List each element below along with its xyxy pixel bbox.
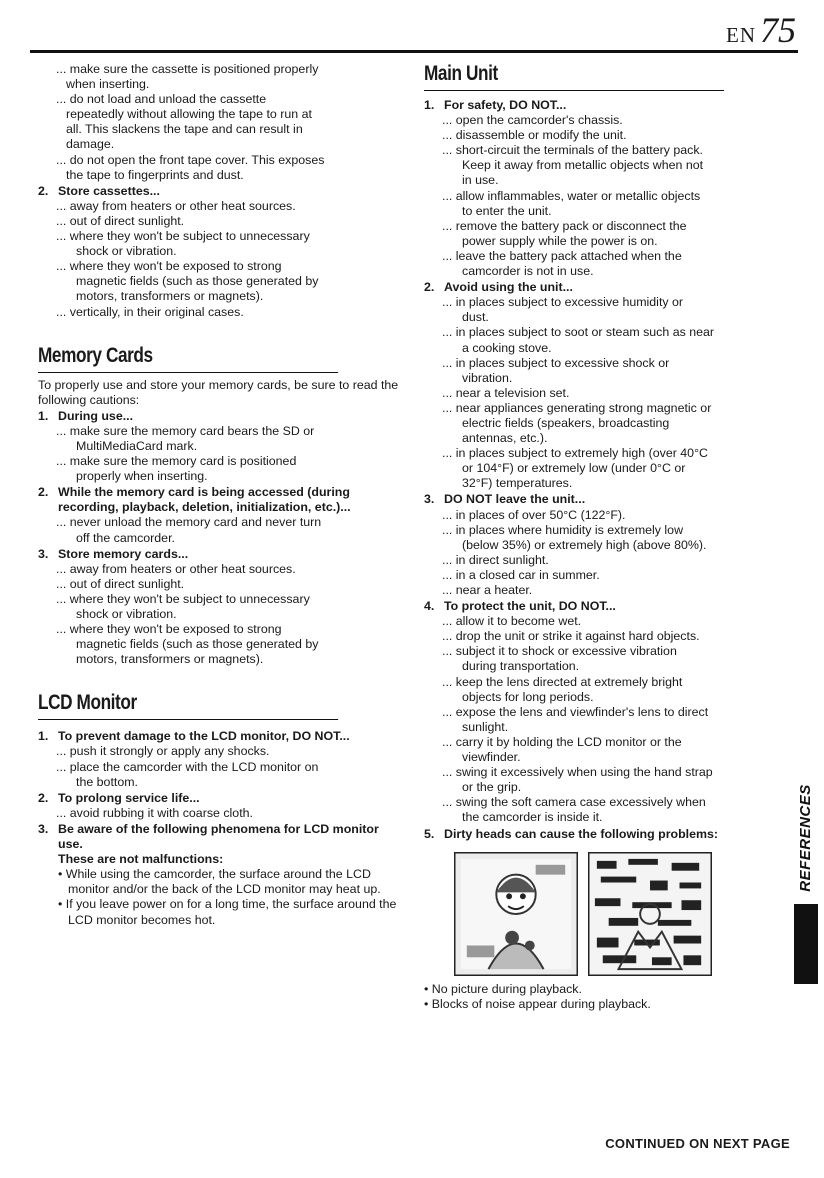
left-column: [38, 62, 404, 928]
text-line: a cooking stove.: [462, 340, 552, 355]
numbered-item: [38, 822, 404, 928]
text-line: ... away from heaters or other heat sources.: [56, 561, 296, 576]
bullet-item: • No picture during playback.: [424, 981, 582, 996]
text-line: electric fields (speakers, broadcasting: [462, 415, 670, 430]
numbered-item: [38, 485, 404, 545]
dirty-heads-problems: [424, 982, 790, 1012]
lcd-items: [38, 729, 404, 927]
item-title: For safety, DO NOT...: [444, 98, 567, 112]
text-line: ... away from heaters or other heat sources.: [56, 198, 296, 213]
text-line: ... near a television set.: [442, 385, 570, 400]
numbered-item: [424, 98, 790, 279]
text-line: off the camcorder.: [76, 530, 175, 545]
cassette-cautions-continued: [38, 62, 404, 183]
text-line: ... allow inflammables, water or metallic objects: [442, 188, 701, 203]
memory-intro: To properly use and store your memory cards, be sure to read the following cautions:: [38, 377, 399, 407]
text-line: (below 35%) or extremely high (above 80%).: [462, 537, 707, 552]
text-line: the tape to fingerprints and dust.: [66, 167, 244, 182]
numbered-item: [424, 280, 790, 491]
numbered-item: [38, 791, 404, 821]
text-line: ... where they won't be subject to unnecessary: [56, 591, 310, 606]
text-line: ... out of direct sunlight.: [56, 213, 185, 228]
text-line: ... remove the battery pack or disconnect the: [442, 218, 687, 233]
numbered-item: [38, 547, 404, 668]
text-line: magnetic fields (such as those generated by: [76, 637, 319, 652]
bullet-item: • While using the camcorder, the surface around the LCD monitor and/or the back of the LCD monitor may heat up.: [58, 867, 381, 897]
item-number: 2.: [424, 280, 435, 295]
text-line: ... in places subject to extremely high (over 40°C: [442, 446, 708, 461]
item-title: DO NOT leave the unit...: [444, 492, 586, 507]
numbered-item: [38, 729, 404, 789]
text-line: dust.: [462, 310, 489, 325]
bullet-item: • Blocks of noise appear during playback.: [424, 996, 651, 1011]
text-line: properly when inserting.: [76, 469, 208, 484]
item-number: 2.: [38, 790, 49, 805]
text-line: Keep it away from metallic objects when not: [462, 158, 704, 173]
section-marker-bar: [794, 904, 818, 984]
item-title: To prolong service life...: [58, 790, 200, 805]
text-line: ... do not load and unload the cassette: [56, 92, 267, 107]
text-line: ... subject it to shock or excessive vibration: [442, 644, 677, 659]
no-picture-illustration: [454, 852, 578, 976]
text-line: to enter the unit.: [462, 203, 552, 218]
text-line: ... in places subject to excessive humidity or: [442, 295, 684, 310]
text-line: ... push it strongly or apply any shocks.: [56, 744, 270, 759]
text-line: ... where they won't be subject to unnecessary: [56, 229, 310, 244]
text-line: ... in places subject to soot or steam such as near: [442, 325, 715, 340]
item-title: Avoid using the unit...: [444, 280, 573, 295]
text-line: ... short-circuit the terminals of the battery pack.: [442, 143, 703, 158]
item-number: 2.: [38, 183, 49, 198]
text-line: ... swing it excessively when using the hand strap: [442, 765, 713, 780]
text-line: all. This slackens the tape and can result in: [66, 122, 303, 137]
text-line: antennas, etc.).: [462, 431, 548, 446]
text-line: MultiMediaCard mark.: [76, 438, 198, 453]
text-line: during transportation.: [462, 659, 580, 674]
text-line: repeatedly without allowing the tape to run at: [66, 107, 312, 122]
text-line: ... in direct sunlight.: [442, 552, 549, 567]
text-line: or the grip.: [462, 780, 522, 795]
text-line: ... avoid rubbing it with coarse cloth.: [56, 805, 253, 820]
item-title: To prevent damage to the LCD monitor, DO NOT...: [58, 729, 350, 744]
item-number: 4.: [424, 599, 435, 614]
item-number: 3.: [38, 546, 49, 561]
references-label: [792, 784, 820, 892]
item-subtitle: These are not malfunctions:: [58, 852, 224, 867]
text-line: power supply while the power is on.: [462, 233, 658, 248]
item-number: 1.: [424, 98, 435, 112]
text-line: ... near appliances generating strong magnetic or: [442, 400, 712, 415]
text-line: ... do not open the front tape cover. This exposes: [56, 152, 325, 167]
page-label: [726, 12, 796, 48]
item-title: Dirty heads can cause the following problems:: [444, 826, 719, 841]
item-title: During use...: [58, 408, 134, 423]
text-line: ... in places where humidity is extremely low: [442, 522, 684, 537]
item-number: 1.: [38, 729, 49, 744]
item-title: While the memory card is being accessed (during recording, playback, deletion, initialization, etc.)...: [58, 485, 351, 515]
text-line: ... place the camcorder with the LCD monitor on: [56, 759, 319, 774]
text-line: ... open the camcorder's chassis.: [442, 113, 623, 128]
text-line: or 104°F) or extremely low (under 0°C or: [462, 461, 686, 476]
text-line: objects for long periods.: [462, 689, 594, 704]
text-line: magnetic fields (such as those generated by: [76, 274, 319, 289]
bullet-item: • If you leave power on for a long time, the surface around the LCD monitor becomes hot.: [58, 897, 397, 927]
memory-cards-heading: Memory Cards: [38, 344, 338, 373]
text-line: motors, transformers or magnets).: [76, 289, 264, 304]
item-title: Store cassettes...: [58, 183, 160, 198]
text-line: damage.: [66, 137, 115, 152]
item-number: 3.: [38, 821, 49, 836]
text-line: in use.: [462, 173, 499, 188]
store-cassettes-item: [38, 184, 404, 320]
text-line: ... never unload the memory card and never turn: [56, 515, 322, 530]
main-unit-items: [424, 98, 790, 842]
text-line: shock or vibration.: [76, 244, 177, 259]
text-line: when inserting.: [66, 77, 150, 92]
continued-next-page: CONTINUED ON NEXT PAGE: [605, 1136, 790, 1151]
text-line: ... leave the battery pack attached when the: [442, 248, 682, 263]
item-title: Store memory cards...: [58, 546, 189, 561]
item-number: 1.: [38, 408, 49, 423]
text-line: ... make sure the memory card is positioned: [56, 454, 297, 469]
language-label: EN: [726, 23, 756, 47]
item-title: To protect the unit, DO NOT...: [444, 599, 616, 614]
text-line: vibration.: [462, 370, 513, 385]
text-line: motors, transformers or magnets).: [76, 652, 264, 667]
text-line: ... where they won't be exposed to strong: [56, 622, 282, 637]
right-column: [424, 62, 790, 1012]
text-line: ... allow it to become wet.: [442, 614, 582, 629]
text-line: ... vertically, in their original cases.: [56, 304, 244, 319]
text-line: ... in places of over 50°C (122°F).: [442, 507, 626, 522]
numbered-item: [38, 409, 404, 484]
text-line: ... expose the lens and viewfinder's lens to direct: [442, 704, 709, 719]
text-line: ... drop the unit or strike it against hard objects.: [442, 629, 700, 644]
page-header: [30, 10, 798, 53]
text-line: viewfinder.: [462, 750, 521, 765]
text-line: ... near a heater.: [442, 583, 533, 597]
text-line: ... carry it by holding the LCD monitor or the: [442, 734, 682, 749]
svg-text:REFERENCES: REFERENCES: [796, 784, 814, 892]
numbered-item: [424, 492, 790, 598]
text-line: ... make sure the memory card bears the SD or: [56, 423, 315, 438]
noise-blocks-illustration: [588, 852, 712, 976]
item-number: 5.: [424, 826, 435, 841]
numbered-item: [424, 599, 790, 825]
text-line: ... where they won't be exposed to strong: [56, 259, 282, 274]
main-unit-heading: Main Unit: [424, 62, 724, 91]
item-number: 2.: [38, 485, 49, 500]
text-line: ... swing the soft camera case excessively when: [442, 795, 706, 810]
text-line: ... out of direct sunlight.: [56, 576, 185, 591]
text-line: ... disassemble or modify the unit.: [442, 128, 627, 143]
text-line: the bottom.: [76, 774, 138, 789]
text-line: shock or vibration.: [76, 607, 177, 621]
text-line: ... keep the lens directed at extremely bright: [442, 674, 683, 689]
text-line: ... in places subject to excessive shock or: [442, 355, 670, 370]
text-line: sunlight.: [462, 719, 509, 734]
dirty-heads-illustrations: [454, 852, 790, 976]
lcd-monitor-heading: LCD Monitor: [38, 691, 338, 720]
text-line: the camcorder is inside it.: [462, 810, 603, 825]
text-line: camcorder is not in use.: [462, 264, 594, 279]
text-line: ... make sure the cassette is positioned properly: [56, 62, 319, 76]
text-line: 32°F) temperatures.: [462, 476, 573, 491]
text-line: ... in a closed car in summer.: [442, 567, 600, 582]
memory-items: [38, 409, 404, 668]
page-number: 75: [760, 10, 796, 50]
item-number: 3.: [424, 492, 435, 507]
numbered-item: [424, 827, 790, 842]
item-title: Be aware of the following phenomena for LCD monitor use.: [58, 821, 379, 852]
